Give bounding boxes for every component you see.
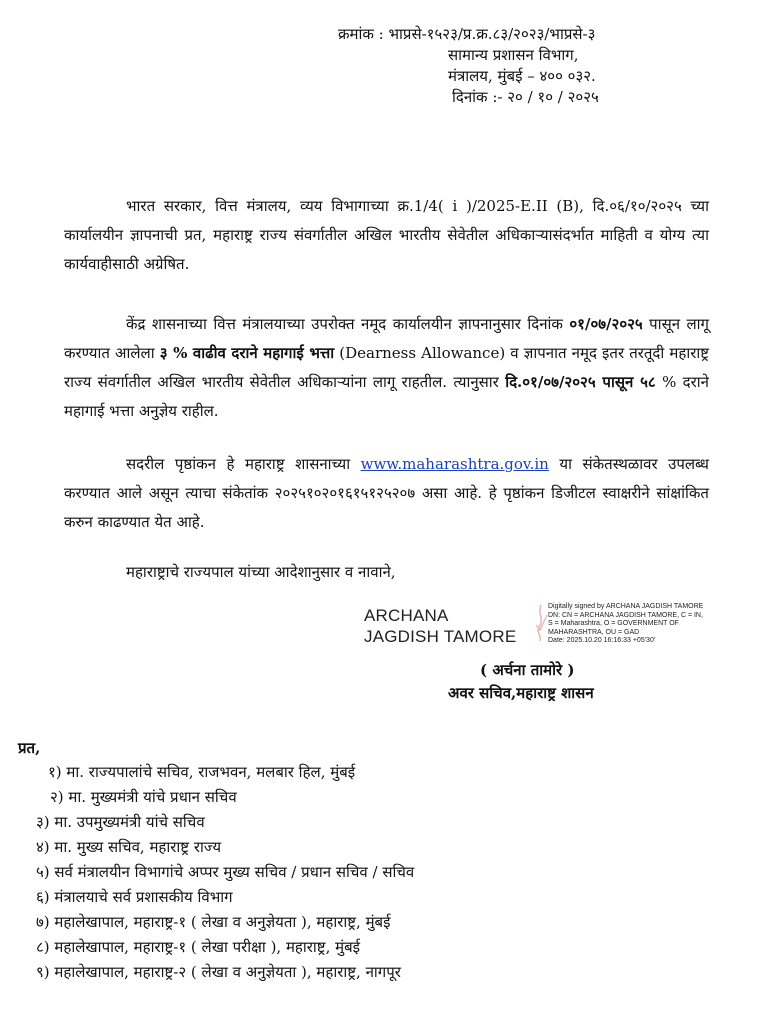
effective-date: ०१/०७/२०२५ [569,315,643,333]
reference-number-label: क्रमांक : [338,25,384,43]
list-item: ६) मंत्रालयाचे सर्व प्रशासकीय विभाग [36,888,233,906]
list-item: ९) महालेखापाल, महाराष्ट्र-२ ( लेखा व अनुज्ञेयता ), महाराष्ट्र, नागपूर [36,963,401,981]
list-item: ५) सर्व मंत्रालयीन विभागांचे अप्पर मुख्य सचिव / प्रधान सचिव / सचिव [36,863,415,881]
para2-text-3: (Dearness Allowance) व ज्ञापनात नमूद इतर तरतूदी महाराष्ट्र राज्य संवर्गातील अखिल भारतीय सेवेतील अधिकाऱ्यांना लागू राहतील. त्यानुसार [64,344,709,391]
para2-text-2: पासून लागू करण्यात आलेला [64,315,709,362]
signature-detail-line: MAHARASHTRA, OU = GAD [548,628,640,636]
para3-text-1: सदरील पृष्ठांकन हे महाराष्ट्र शासनाच्या [126,455,361,473]
list-item: २) मा. मुख्यमंत्री यांचे प्रधान सचिव [50,788,237,806]
list-item: ७) महालेखापाल, महाराष्ट्र-१ ( लेखा व अनुज्ञेयता ), महाराष्ट्र, मुंबई [36,913,391,931]
reference-block [338,24,599,108]
office-address: मंत्रालय, मुंबई – ४०० ०३२. [448,67,596,85]
para2-text-1: केंद्र शासनाच्या वित्त मंत्रालयाच्या उपरोक्त नमूद कार्यालयीन ज्ञापनानुसार दिनांक [126,315,570,333]
distribution-heading: प्रत, [18,739,41,757]
para3-text-2: या संकेतस्थळावर उपलब्ध करण्यात आले असून त्याचा संकेतांक २०२५१०२०१६१५१२५२०७ असा आहे. हे पृष्ठांकन डिजीटल स्वाक्षरीने सांक्षांकित करुन काढण्यात येत आहे. [64,455,709,531]
reference-number: भाप्रसे-१५२३/प्र.क्र.८३/२०२३/भाप्रसे-३ [388,25,596,43]
da-increase: ३ % वाढीव दराने महागाई भत्ता [159,344,335,362]
signer-name-line-1: ARCHANA [364,606,449,625]
paragraph-forwarding-text: भारत सरकार, वित्त मंत्रालय, व्यय विभागाच्या क्र.1/4( i )/2025-E.II (B), दि.०६/१०/२०२५ च्या कार्यालयीन ज्ञापनाची प्रत, महाराष्ट्र राज्य संवर्गातील अखिल भारतीय सेवेतील अधिकाऱ्यासंदर्भात माहिती व योग्य त्या कार्यवाहीसाठी अग्रेषित. [64,197,709,273]
digital-signature [364,603,744,659]
signature-details [548,603,748,646]
distribution-list [36,760,414,985]
closing-line: महाराष्ट्राचे राज्यपाल यांच्या आदेशानुसार व नावाने, [126,563,396,581]
signer-name-line-2: JAGDISH TAMORE [364,627,517,646]
signature-detail-line: Digitally signed by ARCHANA JAGDISH TAMORE [548,603,704,610]
list-item: ८) महालेखापाल, महाराष्ट्र-१ ( लेखा परीक्षा ), महाराष्ट्र, मुंबई [36,938,360,956]
paragraph-website [64,450,709,537]
new-da-rate: दि.०१/०७/२०२५ पासून ५८ [505,373,656,391]
signature-detail-line: Date: 2025.10.20 16:16:33 +05'30' [548,637,656,644]
signatory-name: ( अर्चना तामोरे ) [480,661,575,679]
signature-detail-line: S = Maharashtra, O = GOVERNMENT OF [548,620,679,627]
signature-detail-line: DN: CN = ARCHANA JAGDISH TAMORE, C = IN, [548,611,703,619]
department-name: सामान्य प्रशासन विभाग, [448,46,579,64]
paragraph-forwarding [64,192,709,279]
list-item: ४) मा. मुख्य सचिव, महाराष्ट्र राज्य [36,838,222,856]
signer-name [364,605,516,647]
paragraph-dearness-allowance [64,310,709,426]
website-link[interactable]: www.maharashtra.gov.in [360,455,549,473]
signatory-title: अवर सचिव,महाराष्ट्र शासन [448,684,594,702]
document-date: दिनांक :- २० / १० / २०२५ [452,88,599,106]
list-item: ३) मा. उपमुख्यमंत्री यांचे सचिव [36,813,205,831]
list-item: १) मा. राज्यपालांचे सचिव, राजभवन, मलबार हिल, मुंबई [48,763,356,781]
para2-text-4: % दराने महागाई भत्ता अनुज्ञेय राहील. [64,373,709,420]
